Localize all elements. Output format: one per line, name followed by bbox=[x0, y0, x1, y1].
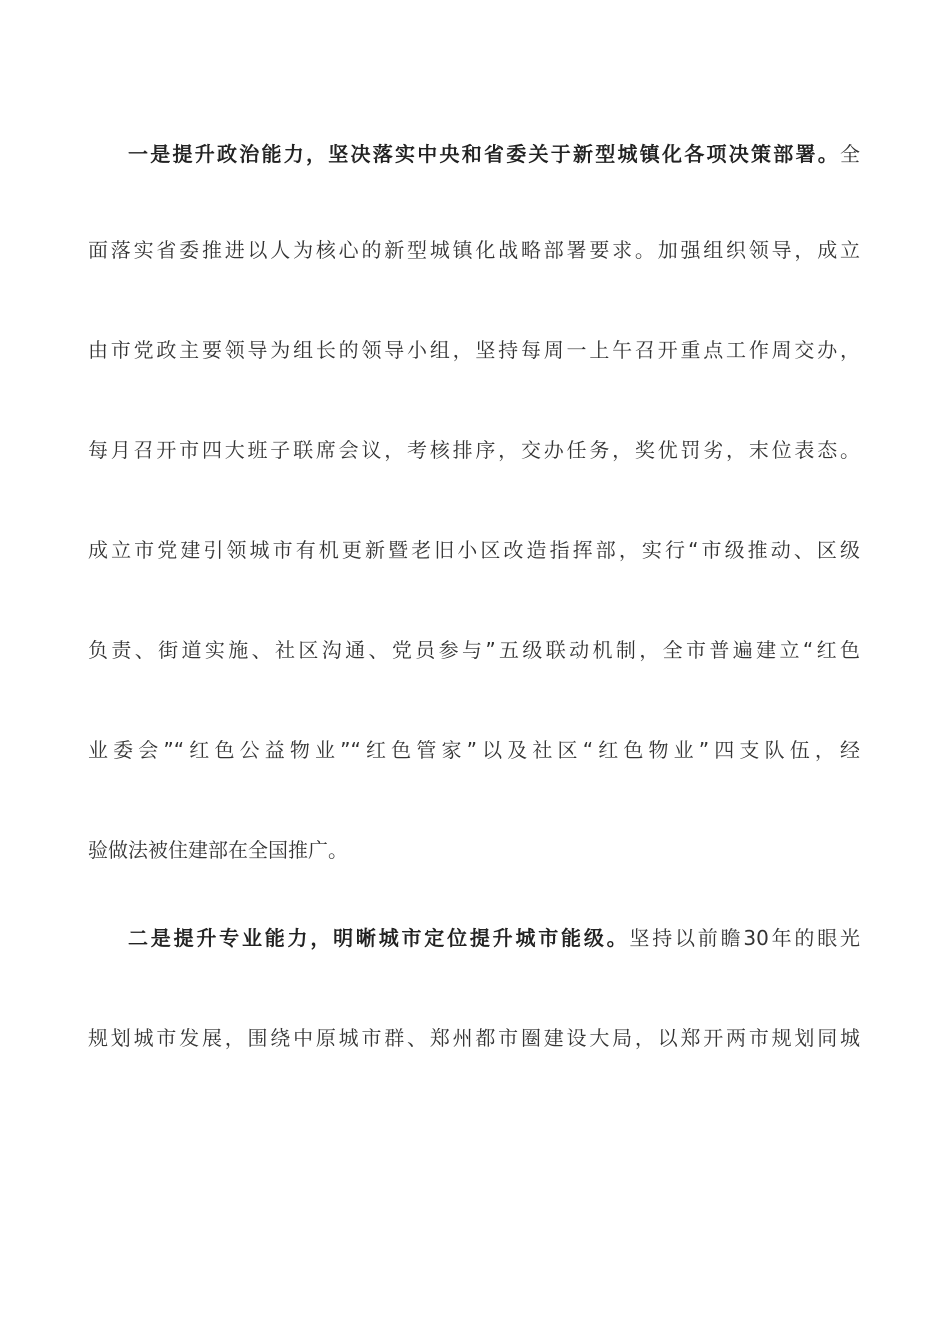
paragraph-1-line-5: 成立市党建引领城市有机更新暨老旧小区改造指挥部，实行“市级推动、区级 bbox=[88, 538, 860, 562]
paragraph-2-lead: 二是提升专业能力，明晰城市定位提升城市能级。 bbox=[128, 926, 630, 950]
paragraph-1-line-7: 业委会”“红色公益物业”“红色管家”以及社区“红色物业”四支队伍，经 bbox=[88, 738, 860, 762]
paragraph-2-line-1 bbox=[128, 921, 860, 955]
paragraph-2-line-2: 规划城市发展，围绕中原城市群、郑州都市圈建设大局，以郑开两市规划同城 bbox=[88, 1026, 860, 1050]
paragraph-2-text: 坚持以前瞻30年的眼光 bbox=[629, 926, 860, 950]
paragraph-1-line-2: 面落实省委推进以人为核心的新型城镇化战略部署要求。加强组织领导，成立 bbox=[88, 238, 860, 262]
paragraph-1-line-3: 由市党政主要领导为组长的领导小组，坚持每周一上午召开重点工作周交办， bbox=[88, 338, 860, 362]
paragraph-1-text: 全 bbox=[840, 142, 860, 166]
paragraph-1-line-6: 负责、街道实施、社区沟通、党员参与”五级联动机制，全市普遍建立“红色 bbox=[88, 638, 860, 662]
paragraph-1-line-8: 验做法被住建部在全国推广。 bbox=[88, 838, 348, 862]
paragraph-1-line-1 bbox=[128, 137, 860, 171]
paragraph-1-lead: 一是提升政治能力，坚决落实中央和省委关于新型城镇化各项决策部署。 bbox=[128, 142, 840, 166]
paragraph-1-line-4: 每月召开市四大班子联席会议，考核排序，交办任务，奖优罚劣，末位表态。 bbox=[88, 438, 860, 462]
